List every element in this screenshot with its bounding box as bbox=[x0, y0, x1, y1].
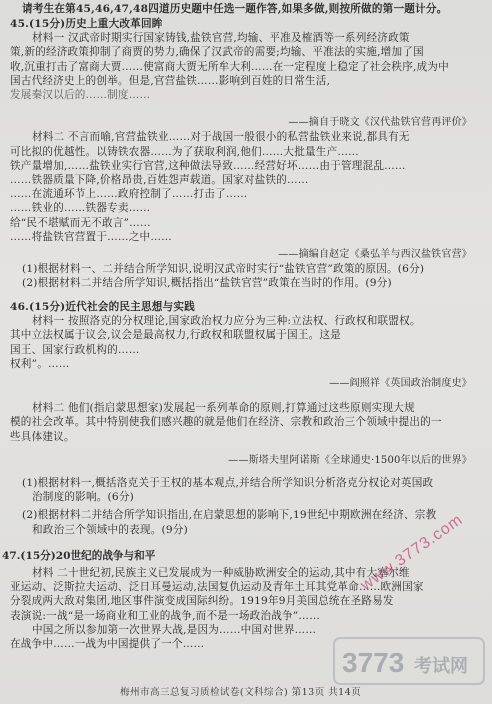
q46-title: 46.(15分)近代社会的民主思想与实践 bbox=[10, 301, 195, 313]
q47-line: 在战争中……一战为中国提供了一个…… bbox=[10, 638, 205, 651]
q46-task-1: (1)根据材料一,概括洛克关于王权的基本观点,并结合所学知识分析洛克分权论对英国政 bbox=[22, 477, 434, 490]
q46-m2-line: 些具体建议。 bbox=[10, 430, 75, 443]
page-footer: 梅州市高三总复习质检试卷(文科综合) 第13页 共14页 bbox=[120, 687, 362, 698]
q47-title: 47.(15分)20世纪的战争与和平 bbox=[2, 550, 156, 562]
q45-m2-line: 给“民不堪赋而无不敢言”…… bbox=[10, 216, 151, 229]
q46-task-1-cont: 治制度的影响。(6分) bbox=[32, 491, 134, 504]
q46-m1-line: 权利”。…… bbox=[10, 357, 70, 370]
question-45 bbox=[10, 17, 478, 291]
q45-m2-line: 材料二 不言而喻,官营盐铁业……对于战国一般很小的私营盐铁业来说,都具有无 bbox=[32, 131, 410, 144]
q45-m1-line: 材料一 汉武帝时期实行国家铸钱,盐铁官营,均输、平准及榷酒等一系列经济政策 bbox=[32, 32, 410, 45]
q47-line: 亚运动、泛斯拉夫运动、泛日耳曼运动,法国复仇运动及青年土耳其党革命……欧洲国家 bbox=[10, 581, 424, 594]
q45-task-1: (1)根据材料一、二并结合所学知识,说明汉武帝时实行“盐铁官营”政策的原因。(6分) bbox=[22, 263, 425, 276]
instruction-block bbox=[22, 2, 478, 16]
svg-text:考试网: 考试网 bbox=[414, 656, 468, 677]
q45-m2-line: 可比拟的优越性。以铸铁农器……为了获取利润,他们……大批量生产…… bbox=[10, 145, 359, 158]
question-47 bbox=[10, 566, 424, 651]
q46-m1-cite: ——阎照祥《英国政治制度史》 bbox=[329, 378, 472, 390]
q47-line: 分裂成两大敌对集团,地区事件演变成国际纠纷。1919年9月美国总统在圣路易发 bbox=[10, 595, 394, 608]
q45-m2-line: ……将盐铁官营置于……之中…… bbox=[10, 230, 172, 243]
q45-m1-line: 国古代经济史上的创举。但是,官营盐铁……影响到百姓的日常生活, bbox=[10, 74, 331, 87]
q45-m2-cite: ——摘编自赵定《桑弘羊与西汉盐铁官营》 bbox=[278, 249, 472, 261]
watermark-logo-icon bbox=[334, 632, 484, 690]
q45-m2-line: ……铁业的……铁器专卖…… bbox=[10, 202, 151, 215]
q47-line: 材料 二十世纪初,民族主义已发展成为一种威胁欧洲安全的运动,其中有大塞尔维 bbox=[32, 567, 410, 579]
q46-m2-line: 模的社会改革。其中特别使我们感兴趣的就是他们在经济、宗教和政治三个领域中提出的一 bbox=[10, 416, 442, 429]
question-46 bbox=[10, 300, 478, 537]
q46-m2-cite: ——斯塔夫里阿诺斯《全球通史·1500年以后的世界》 bbox=[228, 454, 472, 466]
q47-line: 中国之所以参加第一次世界大战,是因为……中国对世界…… bbox=[32, 623, 317, 636]
q47-line: 表演说:一战“是一场商业和工业的战争,而不是一场政治战争”…… bbox=[10, 609, 320, 622]
q45-task-2: (2)根据材料二并结合所学知识,概括指出“盐铁官营”政策在当时的作用。(9分) bbox=[22, 277, 392, 290]
q45-m2-line: ……铁器质量下降,价格昂贵,百姓怨声载道。国家对盐铁的…… bbox=[10, 174, 309, 187]
q46-m1-line: 材料一 按照洛克的分权理论,国家政治权力应分为三种:立法权、行政权和联盟权。 bbox=[32, 315, 421, 328]
svg-text:3773: 3773 bbox=[342, 647, 405, 678]
q45-m2-line: 铁产量增加,……盐铁业实行官营,这种做法导致……经营好坏……由于管理混乱…… bbox=[10, 159, 406, 172]
q46-m1-line: 其中立法权属于议会,议会是最高权力,行政权和联盟权属于国王。这是 bbox=[10, 329, 341, 342]
q46-task-2: (2)根据材料二并结合所学知识指出,在启蒙思想的影响下,19世纪中期欧洲在经济、宗教 bbox=[22, 509, 437, 522]
q45-m1-line: 发展秦汉以后的……制度…… bbox=[10, 89, 151, 102]
q45-m1-cite: ——摘自于晓文《汉代盐铁官营再评价》 bbox=[288, 117, 472, 129]
q45-m1-line: 收,沉重打击了富商大贾……使富商大贾无所牟大利……在一定程度上稳定了社会秩序,成为中 bbox=[10, 60, 449, 73]
q46-task-2-cont: 和政治三个领域中的表现。(9分) bbox=[32, 523, 188, 536]
watermark-url: www.3773.com bbox=[357, 511, 467, 595]
instruction-text: 请考生在第45,46,47,48四道历史题中任选一题作答,如果多做,则按所做的第一题计分。 bbox=[22, 3, 448, 15]
q46-m1-line: 国王、国家行政机构的…… bbox=[10, 343, 140, 356]
q45-m2-line: ……在流通环节上……政府控制了……打击了…… bbox=[10, 188, 248, 201]
q46-m2-line: 材料二 他们(指启蒙思想家)发展起一系列革命的原则,打算通过这些原则实现大规 bbox=[32, 402, 415, 415]
q45-m1-line: 策,新的经济政策抑制了商贾的势力,确保了汉武帝的需要;均输、平准法的实施,增加了国 bbox=[10, 46, 424, 59]
q45-title: 45.(15分)历史上重大改革回眸 bbox=[10, 18, 163, 30]
